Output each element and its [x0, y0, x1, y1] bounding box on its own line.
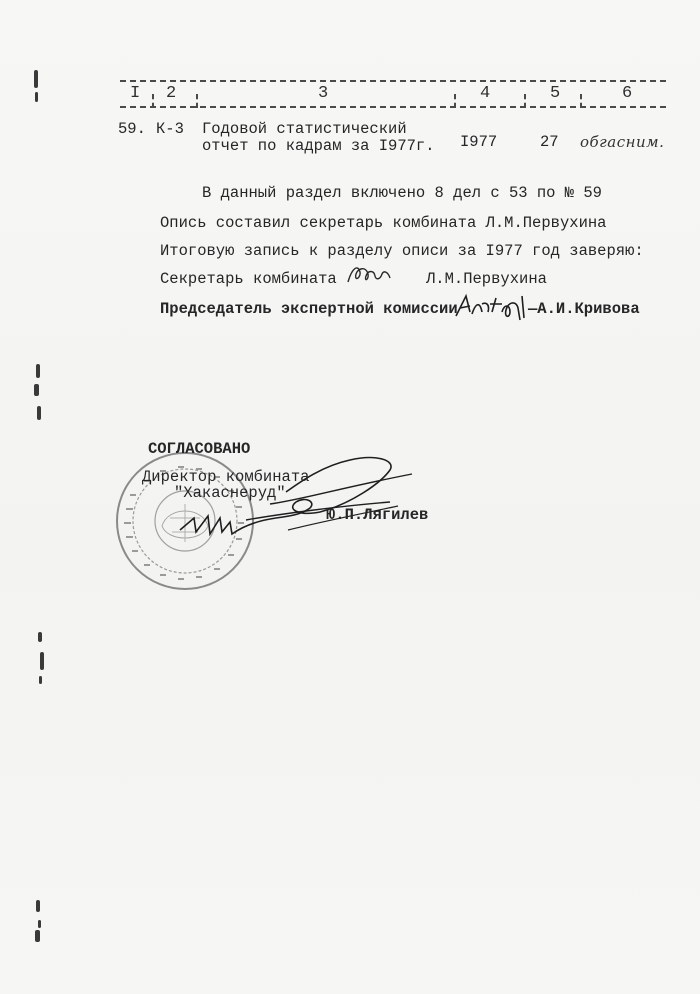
- director-signature: [150, 444, 430, 544]
- summary-line-2: Опись составил секретарь комбината Л.М.Первухина: [160, 214, 607, 232]
- commission-signature: [452, 290, 536, 326]
- approval-heading: СОГЛАСОВАНО: [148, 440, 251, 458]
- row-title-line2: отчет по кадрам за I977г.: [202, 137, 435, 155]
- column-number-5: 5: [550, 84, 561, 103]
- commission-name: —А.И.Кривова: [528, 300, 640, 318]
- commission-label: Председатель экспертной комиссии: [160, 300, 458, 318]
- column-number-6: 6: [622, 84, 633, 103]
- secretary-label: Секретарь комбината: [160, 270, 337, 288]
- column-separator: [152, 94, 154, 108]
- summary-line-3: Итоговую запись к разделу описи за I977 год заверяю:: [160, 242, 644, 260]
- summary-line-1: В данный раздел включено 8 дел с 53 по № 59: [202, 184, 602, 202]
- table-top-rule: [120, 80, 666, 82]
- secretary-name: Л.М.Первухина: [426, 270, 547, 288]
- row-handwritten-note: обгасним.: [580, 133, 665, 151]
- director-name: Ю.П.Лягилев: [326, 506, 429, 524]
- column-number-3: 3: [318, 84, 329, 103]
- row-title-line1: Годовой статистический: [202, 120, 407, 138]
- column-number-1: I: [130, 84, 141, 103]
- approval-position-line1: Директор комбината: [142, 468, 310, 486]
- column-separator: [196, 94, 198, 108]
- column-number-4: 4: [480, 84, 491, 103]
- row-index: 59.: [118, 120, 146, 138]
- approval-position-line2: "Хакаснеруд": [174, 484, 286, 502]
- row-count: 27: [540, 133, 559, 151]
- column-separator: [454, 94, 456, 108]
- column-number-2: 2: [166, 84, 177, 103]
- column-separator: [580, 94, 582, 108]
- secretary-signature: [344, 260, 394, 290]
- row-year: I977: [460, 133, 498, 151]
- column-separator: [524, 94, 526, 108]
- row-code: К-3: [156, 120, 184, 138]
- table-bottom-rule: [120, 106, 666, 108]
